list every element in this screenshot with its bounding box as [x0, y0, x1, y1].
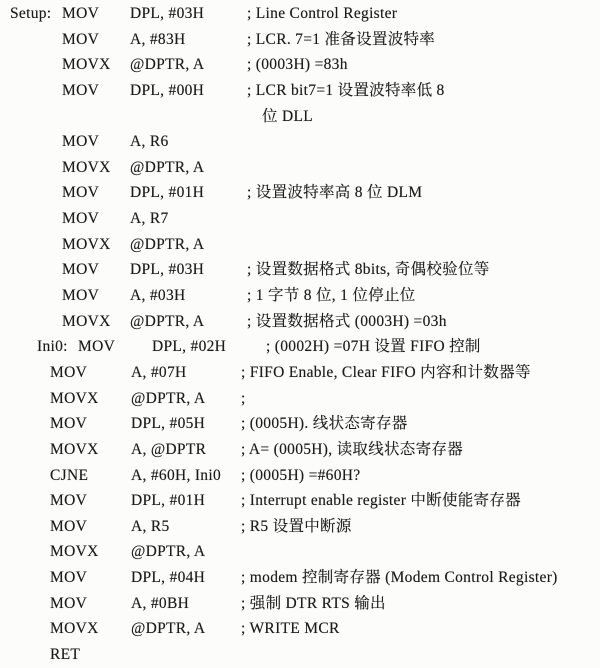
asm-operands: A, R5	[131, 517, 170, 535]
asm-line	[0, 155, 600, 181]
asm-line	[0, 334, 600, 360]
asm-operands: @DPTR, A	[131, 389, 206, 407]
asm-line	[0, 488, 600, 514]
asm-opcode: CJNE	[50, 466, 89, 484]
asm-opcode: MOV	[62, 210, 100, 228]
asm-line	[0, 411, 600, 437]
asm-operands: A, #0BH	[131, 594, 190, 612]
asm-operands: A, #07H	[131, 363, 187, 381]
asm-opcode: MOV	[62, 30, 100, 48]
asm-line	[0, 616, 600, 642]
asm-operands: A, #03H	[130, 287, 186, 305]
asm-operands: A, R6	[130, 133, 169, 151]
asm-opcode: MOV	[62, 287, 100, 305]
asm-comment: ; 强制 DTR RTS 输出	[241, 594, 386, 612]
asm-comment: ; 1 字节 8 位, 1 位停止位	[247, 287, 416, 305]
asm-operands: @DPTR, A	[130, 56, 205, 74]
asm-operands: DPL, #04H	[131, 569, 206, 587]
asm-opcode: MOV	[62, 184, 100, 202]
asm-comment: ; Line Control Register	[247, 5, 398, 22]
asm-opcode: MOV	[62, 133, 100, 151]
asm-opcode: MOV	[78, 338, 116, 356]
asm-comment: ; (0005H) =#60H?	[241, 466, 361, 484]
asm-operands: DPL, #01H	[131, 492, 206, 510]
asm-line	[0, 539, 600, 565]
asm-comment: ; WRITE MCR	[241, 620, 340, 638]
asm-operands: DPL, #05H	[131, 415, 206, 433]
asm-comment: ; (0005H). 线状态寄存器	[241, 415, 408, 433]
asm-comment: ; modem 控制寄存器 (Modem Control Register)	[241, 569, 558, 587]
asm-operands: @DPTR, A	[131, 543, 206, 561]
asm-opcode: MOV	[50, 415, 88, 433]
asm-comment: ; R5 设置中断源	[241, 517, 352, 535]
asm-operands: DPL, #03H	[130, 5, 205, 22]
asm-line	[0, 514, 600, 540]
asm-comment: ; 设置波特率高 8 位 DLM	[247, 184, 423, 202]
asm-opcode: MOV	[62, 5, 100, 22]
asm-comment: 位 DLL	[262, 107, 314, 125]
asm-line	[0, 257, 600, 283]
asm-operands: DPL, #00H	[130, 81, 205, 99]
asm-line	[0, 232, 600, 258]
asm-comment: ; A= (0005H), 读取线状态寄存器	[241, 440, 464, 458]
asm-line	[0, 565, 600, 591]
asm-opcode: MOVX	[62, 56, 111, 74]
asm-line	[0, 180, 600, 206]
asm-opcode: MOV	[50, 594, 88, 612]
asm-line	[0, 129, 600, 155]
asm-opcode: MOV	[62, 81, 100, 99]
asm-line	[0, 463, 600, 489]
asm-line	[0, 78, 600, 104]
asm-operands: A, #83H	[130, 30, 186, 48]
asm-line	[0, 283, 600, 309]
asm-comment: ; Interrupt enable register 中断使能寄存器	[241, 492, 521, 510]
asm-operands: @DPTR, A	[130, 312, 205, 330]
asm-label: Setup:	[10, 5, 52, 22]
asm-line	[0, 591, 600, 617]
asm-operands: DPL, #02H	[152, 338, 227, 356]
asm-opcode: MOV	[62, 261, 100, 279]
asm-line	[0, 309, 600, 335]
asm-opcode: MOVX	[62, 158, 111, 176]
asm-line	[0, 206, 600, 232]
asm-line	[0, 104, 600, 130]
asm-opcode: MOVX	[62, 235, 111, 253]
asm-line	[0, 360, 600, 386]
asm-line	[0, 386, 600, 412]
asm-opcode: MOVX	[50, 620, 99, 638]
asm-operands: A, #60H, Ini0	[131, 466, 222, 484]
asm-operands: A, @DPTR	[131, 440, 207, 458]
asm-comment: ; LCR. 7=1 准备设置波特率	[247, 30, 436, 48]
asm-opcode: MOV	[50, 492, 88, 510]
asm-comment: ; LCR bit7=1 设置波特率低 8	[247, 81, 445, 99]
asm-line	[0, 437, 600, 463]
asm-line	[0, 642, 600, 668]
asm-opcode: MOV	[50, 569, 88, 587]
asm-operands: DPL, #01H	[130, 184, 205, 202]
asm-comment: ;	[241, 389, 246, 407]
asm-comment: ; 设置数据格式 (0003H) =03h	[247, 312, 447, 330]
asm-comment: ; FIFO Enable, Clear FIFO 内容和计数器等	[241, 363, 531, 381]
asm-opcode: MOVX	[50, 543, 99, 561]
asm-label: Ini0:	[37, 338, 68, 356]
asm-opcode: MOVX	[50, 389, 99, 407]
asm-line	[0, 52, 600, 78]
asm-opcode: MOVX	[50, 440, 99, 458]
asm-operands: A, R7	[130, 210, 169, 228]
asm-comment: ; (0002H) =07H 设置 FIFO 控制	[266, 338, 481, 356]
assembly-listing	[0, 1, 600, 668]
asm-opcode: MOVX	[62, 312, 111, 330]
asm-operands: @DPTR, A	[130, 235, 205, 253]
asm-line	[0, 27, 600, 53]
asm-opcode: MOV	[50, 363, 88, 381]
asm-operands: @DPTR, A	[131, 620, 206, 638]
asm-operands: DPL, #03H	[130, 261, 205, 279]
asm-opcode: MOV	[50, 517, 88, 535]
asm-comment: ; (0003H) =83h	[247, 56, 348, 74]
asm-operands: @DPTR, A	[130, 158, 205, 176]
asm-comment: ; 设置数据格式 8bits, 奇偶校验位等	[247, 261, 490, 279]
asm-opcode: RET	[50, 646, 81, 664]
asm-line	[0, 1, 600, 27]
